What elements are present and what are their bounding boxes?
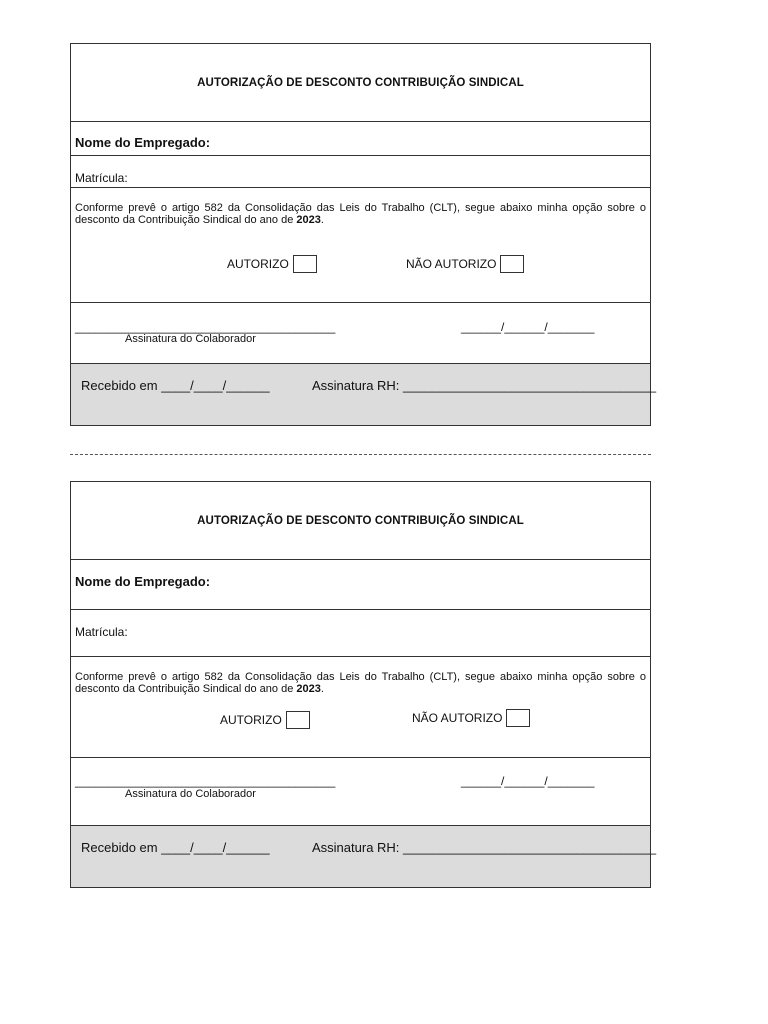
employee-signature-line[interactable]: _______________________________________ bbox=[75, 774, 336, 788]
year-value: 2023 bbox=[296, 683, 321, 695]
authorize-checkbox[interactable] bbox=[286, 711, 310, 729]
paragraph-text: Conforme prevê o artigo 582 da Consolidação das Leis do Trabalho (CLT), segue abaixo minha opção sobre o desconto da Contribuição Sindical do ano de bbox=[75, 202, 646, 226]
signature-date-line[interactable]: ______/______/_______ bbox=[461, 320, 595, 334]
paragraph-text: Conforme prevê o artigo 582 da Consolidação das Leis do Trabalho (CLT), segue abaixo minha opção sobre o desconto da Contribuição Sindical do ano de bbox=[75, 671, 646, 695]
authorization-form-2 bbox=[70, 481, 657, 888]
authorize-option bbox=[227, 255, 317, 273]
authorization-form-1 bbox=[70, 43, 657, 426]
employee-name-label: Nome do Empregado: bbox=[75, 574, 211, 589]
hr-receipt-row bbox=[71, 826, 657, 887]
form-title-row bbox=[71, 44, 650, 122]
authorize-option bbox=[220, 711, 310, 729]
hr-receipt-row bbox=[71, 364, 657, 425]
paragraph-end: . bbox=[320, 683, 324, 695]
hr-signature-label: Assinatura RH: ___________________________________ bbox=[312, 840, 657, 855]
signature-row bbox=[71, 303, 650, 364]
clt-paragraph bbox=[75, 671, 646, 695]
form-title: AUTORIZAÇÃO DE DESCONTO CONTRIBUIÇÃO SINDICAL bbox=[197, 76, 524, 89]
signature-row bbox=[71, 758, 650, 826]
received-date-label: Recebido em ____/____/______ bbox=[81, 840, 270, 855]
not-authorize-checkbox[interactable] bbox=[500, 255, 524, 273]
authorize-checkbox[interactable] bbox=[293, 255, 317, 273]
employee-signature-label: Assinatura do Colaborador bbox=[125, 333, 256, 345]
employee-signature-line[interactable]: _______________________________________ bbox=[75, 320, 336, 334]
form-title: AUTORIZAÇÃO DE DESCONTO CONTRIBUIÇÃO SINDICAL bbox=[197, 514, 524, 527]
employee-name-label: Nome do Empregado: bbox=[75, 135, 211, 150]
clt-paragraph bbox=[75, 202, 646, 226]
cut-line-divider bbox=[70, 454, 651, 455]
received-date-label: Recebido em ____/____/______ bbox=[81, 378, 270, 393]
employee-name-row bbox=[71, 560, 650, 610]
hr-signature-label: Assinatura RH: ___________________________________ bbox=[312, 378, 657, 393]
employee-signature-label: Assinatura do Colaborador bbox=[125, 788, 256, 800]
matricula-row bbox=[71, 610, 650, 657]
option-row bbox=[71, 188, 650, 303]
matricula-label: Matrícula: bbox=[75, 625, 128, 639]
employee-name-row bbox=[71, 122, 650, 156]
authorize-label: AUTORIZO bbox=[220, 713, 282, 727]
form-title-row bbox=[71, 482, 650, 560]
authorize-label: AUTORIZO bbox=[227, 257, 289, 271]
not-authorize-label: NÃO AUTORIZO bbox=[406, 257, 497, 271]
matricula-label: Matrícula: bbox=[75, 171, 128, 185]
not-authorize-option bbox=[412, 709, 530, 727]
signature-date-line[interactable]: ______/______/_______ bbox=[461, 774, 595, 788]
not-authorize-option bbox=[406, 255, 524, 273]
not-authorize-label: NÃO AUTORIZO bbox=[412, 711, 503, 725]
option-row bbox=[71, 657, 650, 758]
paragraph-end: . bbox=[320, 214, 324, 226]
matricula-row bbox=[71, 156, 650, 188]
year-value: 2023 bbox=[296, 214, 321, 226]
not-authorize-checkbox[interactable] bbox=[506, 709, 530, 727]
